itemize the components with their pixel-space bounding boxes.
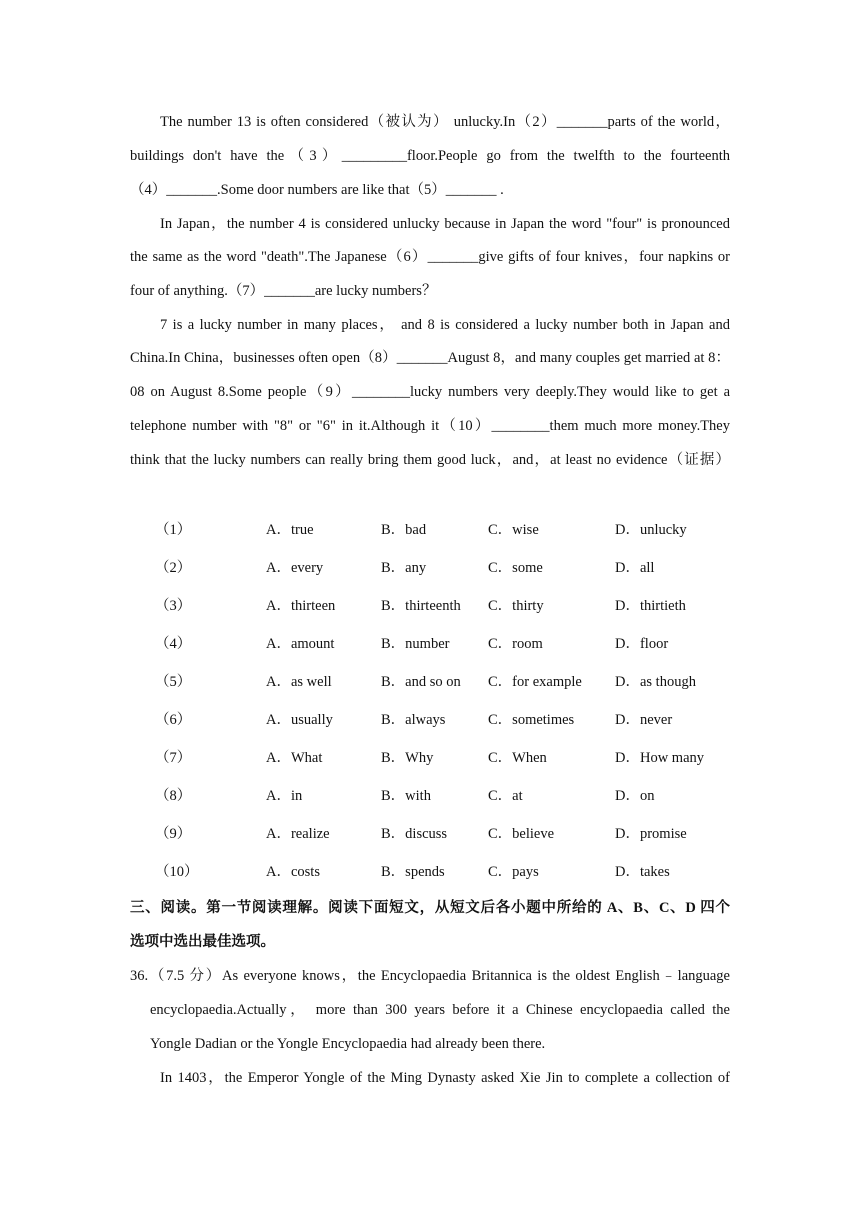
passage-line: 08 on August 8.Some people（9）________lucky numbers very deeply.They would like to get a	[130, 384, 730, 400]
option-a[interactable]: A．in	[266, 788, 303, 804]
option-b[interactable]: B．spends	[381, 864, 445, 880]
option-d[interactable]: D．How many	[615, 750, 705, 766]
option-d[interactable]: D．takes	[615, 864, 670, 880]
option-a[interactable]: A．usually	[266, 712, 333, 728]
option-a[interactable]: A．as well	[266, 674, 332, 690]
option-row	[155, 672, 755, 692]
passage-line: The number 13 is often considered（被认为） unlucky.In（2）_______parts of the world，	[160, 114, 730, 130]
option-a[interactable]: A．every	[266, 560, 324, 576]
option-c[interactable]: C．When	[488, 750, 547, 766]
option-c[interactable]: C．thirty	[488, 598, 544, 614]
option-d[interactable]: D．all	[615, 560, 655, 576]
option-a[interactable]: A．What	[266, 750, 323, 766]
option-d[interactable]: D．floor	[615, 636, 669, 652]
option-b[interactable]: B．discuss	[381, 826, 448, 842]
option-a[interactable]: A．costs	[266, 864, 320, 880]
option-c[interactable]: C．wise	[488, 522, 539, 538]
option-b[interactable]: B．with	[381, 788, 431, 804]
option-c[interactable]: C．at	[488, 788, 523, 804]
option-row	[155, 520, 755, 540]
option-d[interactable]: D．thirtieth	[615, 598, 686, 614]
question-line: 36.（7.5 分）As everyone knows，the Encyclopaedia Britannica is the oldest English﹣language	[130, 968, 730, 984]
option-b[interactable]: B．number	[381, 636, 450, 652]
option-a[interactable]: A．thirteen	[266, 598, 336, 614]
option-d[interactable]: D．as though	[615, 674, 696, 690]
option-row	[155, 596, 755, 616]
option-b[interactable]: B．and so on	[381, 674, 461, 690]
option-row	[155, 862, 755, 882]
option-row	[155, 786, 755, 806]
option-d[interactable]: D．promise	[615, 826, 687, 842]
passage-line: the same as the word "death".The Japanese（6）_______give gifts of four knives，four napkins or	[130, 249, 730, 265]
passage-line: think that the lucky numbers can really bring them good luck，and，at least no evidence（证据）	[130, 452, 730, 468]
question-number: （1）	[155, 522, 192, 538]
option-row	[155, 824, 755, 844]
question-number: （7）	[155, 750, 192, 766]
question-number: （10）	[155, 864, 199, 880]
option-c[interactable]: C．some	[488, 560, 543, 576]
section-heading-continued: 选项中选出最佳选项。	[130, 934, 275, 950]
question-line: Yongle Dadian or the Yongle Encyclopaedia had already been there.	[150, 1036, 546, 1052]
option-row	[155, 558, 755, 578]
passage-line: telephone number with "8" or "6" in it.Although it（10）________them much more money.They	[130, 418, 730, 434]
question-number: （6）	[155, 712, 192, 728]
passage-line: four of anything.（7）_______are lucky numbers？	[130, 283, 437, 299]
question-number: （2）	[155, 560, 192, 576]
option-d[interactable]: D．never	[615, 712, 673, 728]
option-a[interactable]: A．realize	[266, 826, 330, 842]
option-row	[155, 710, 755, 730]
option-b[interactable]: B．thirteenth	[381, 598, 461, 614]
option-a[interactable]: A．true	[266, 522, 314, 538]
option-c[interactable]: C．pays	[488, 864, 539, 880]
option-b[interactable]: B．always	[381, 712, 446, 728]
passage-line: buildings don't have the（3）_________floor.People go from the twelfth to the fourteenth	[130, 148, 730, 164]
option-b[interactable]: B．Why	[381, 750, 434, 766]
option-c[interactable]: C．sometimes	[488, 712, 575, 728]
option-b[interactable]: B．bad	[381, 522, 427, 538]
option-d[interactable]: D．on	[615, 788, 655, 804]
question-number: （5）	[155, 674, 192, 690]
section-heading: 三、阅读。第一节阅读理解。阅读下面短文，从短文后各小题中所给的 A、B、C、D 四个	[130, 900, 730, 916]
question-number: （3）	[155, 598, 192, 614]
option-c[interactable]: C．for example	[488, 674, 582, 690]
option-row	[155, 748, 755, 768]
question-number: （4）	[155, 636, 192, 652]
passage-line: （4）_______.Some door numbers are like that（5）_______ .	[130, 182, 504, 198]
question-line: encyclopaedia.Actually， more than 300 years before it a Chinese encyclopaedia called the	[150, 1002, 730, 1018]
passage-line: 7 is a lucky number in many places， and 8 is considered a lucky number both in Japan and	[160, 317, 730, 333]
option-c[interactable]: C．room	[488, 636, 543, 652]
option-c[interactable]: C．believe	[488, 826, 555, 842]
question-line: In 1403，the Emperor Yongle of the Ming Dynasty asked Xie Jin to complete a collection of	[160, 1070, 730, 1086]
option-a[interactable]: A．amount	[266, 636, 335, 652]
question-number: （9）	[155, 826, 192, 842]
option-d[interactable]: D．unlucky	[615, 522, 687, 538]
option-row	[155, 634, 755, 654]
passage-line: In Japan，the number 4 is considered unlucky because in Japan the word "four" is pronounced	[160, 216, 730, 232]
option-b[interactable]: B．any	[381, 560, 427, 576]
passage-line: China.In China，businesses often open（8）_______August 8，and many couples get married at 8：	[130, 350, 730, 366]
question-number: （8）	[155, 788, 192, 804]
